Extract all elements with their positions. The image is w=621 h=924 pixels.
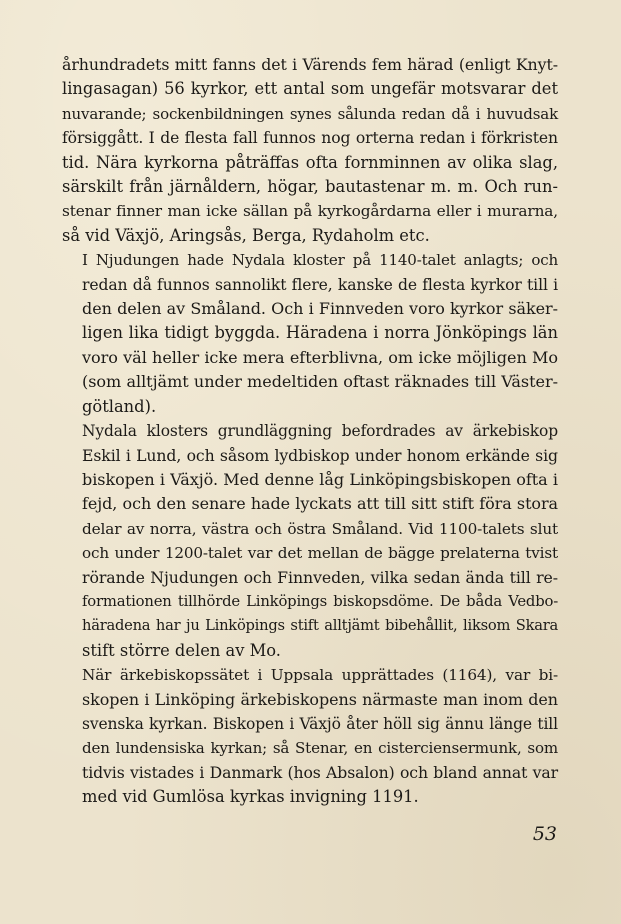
text-line: formationen tillhörde Linköpings biskopsdöme. De båda Vedbo- xyxy=(82,592,558,610)
paragraph-4 xyxy=(62,663,558,809)
text-line: rörande Njudungen och Finnveden, vilka sedan ända till re- xyxy=(82,567,558,587)
text-line: stift större delen av Mo. xyxy=(82,640,281,660)
text-line: skopen i Linköping ärkebiskopens närmaste man inom den xyxy=(82,689,558,709)
paragraph-2 xyxy=(62,248,558,419)
text-line: nuvarande; sockenbildningen synes sålunda redan då i huvudsak xyxy=(62,104,558,123)
text-line: den lundensiska kyrkan; så Stenar, en cisterciensermunk, som xyxy=(82,739,558,758)
page-number: 53 xyxy=(532,823,557,845)
text-line: redan då funnos sannolikt flere, kanske de flesta kyrkor till i xyxy=(82,275,558,294)
text-line: (som alltjämt under medeltiden oftast räknades till Väster- xyxy=(82,372,558,392)
text-line: biskopen i Växjö. Med denne låg Linköpingsbiskopen ofta i xyxy=(82,469,558,489)
text-line: och under 1200-talet var det mellan de bägge prelaterna tvist xyxy=(82,544,558,563)
text-line: särskilt från järnåldern, högar, bautastenar m. m. Och run- xyxy=(62,177,558,197)
text-line: delar av norra, västra och östra Småland. Vid 1100-talets slut xyxy=(82,519,558,538)
paragraph-3 xyxy=(62,419,558,663)
text-line: svenska kyrkan. Biskopen i Växjö åter höll sig ännu länge till xyxy=(82,714,558,733)
text-line: tid. Nära kyrkorna påträffas ofta fornminnen av olika slag, xyxy=(62,152,558,172)
text-line: lingasagan) 56 kyrkor, ett antal som ungefär motsvarar det xyxy=(62,79,558,99)
text-line: med vid Gumlösa kyrkas invigning 1191. xyxy=(82,787,419,807)
text-line: Nydala klosters grundläggning befordrades av ärkebiskop xyxy=(82,422,558,441)
text-line: försiggått. I de flesta fall funnos nog orterna redan i förkristen xyxy=(62,129,558,148)
text-line: häradena har ju Linköpings stift alltjämt bibehållit, liksom Skara xyxy=(82,617,558,635)
text-line: Eskil i Lund, och såsom lydbiskop under honom erkände sig xyxy=(82,445,558,465)
body-text xyxy=(62,53,558,810)
text-line: tidvis vistades i Danmark (hos Absalon) och bland annat var xyxy=(82,762,558,782)
paragraph-1 xyxy=(62,53,558,248)
text-line: I Njudungen hade Nydala kloster på 1140-talet anlagts; och xyxy=(82,251,558,270)
text-line: fejd, och den senare hade lyckats att till sitt stift föra stora xyxy=(82,494,558,514)
text-line: voro väl heller icke mera efterblivna, om icke möjligen Mo xyxy=(82,347,558,367)
text-line: århundradets mitt fanns det i Värends fem härad (enligt Knyt- xyxy=(62,55,558,74)
text-line: den delen av Småland. Och i Finnveden voro kyrkor säker- xyxy=(82,299,558,319)
text-line: så vid Växjö, Aringsås, Berga, Rydaholm etc. xyxy=(62,225,430,245)
text-line: götland). xyxy=(82,396,157,416)
text-line: ligen lika tidigt byggda. Häradena i norra Jönköpings län xyxy=(82,323,558,343)
text-line: När ärkebiskopssätet i Uppsala upprättades (1164), var bi- xyxy=(82,666,558,685)
text-line: stenar finner man icke sällan på kyrkogårdarna eller i murarna, xyxy=(62,202,558,221)
